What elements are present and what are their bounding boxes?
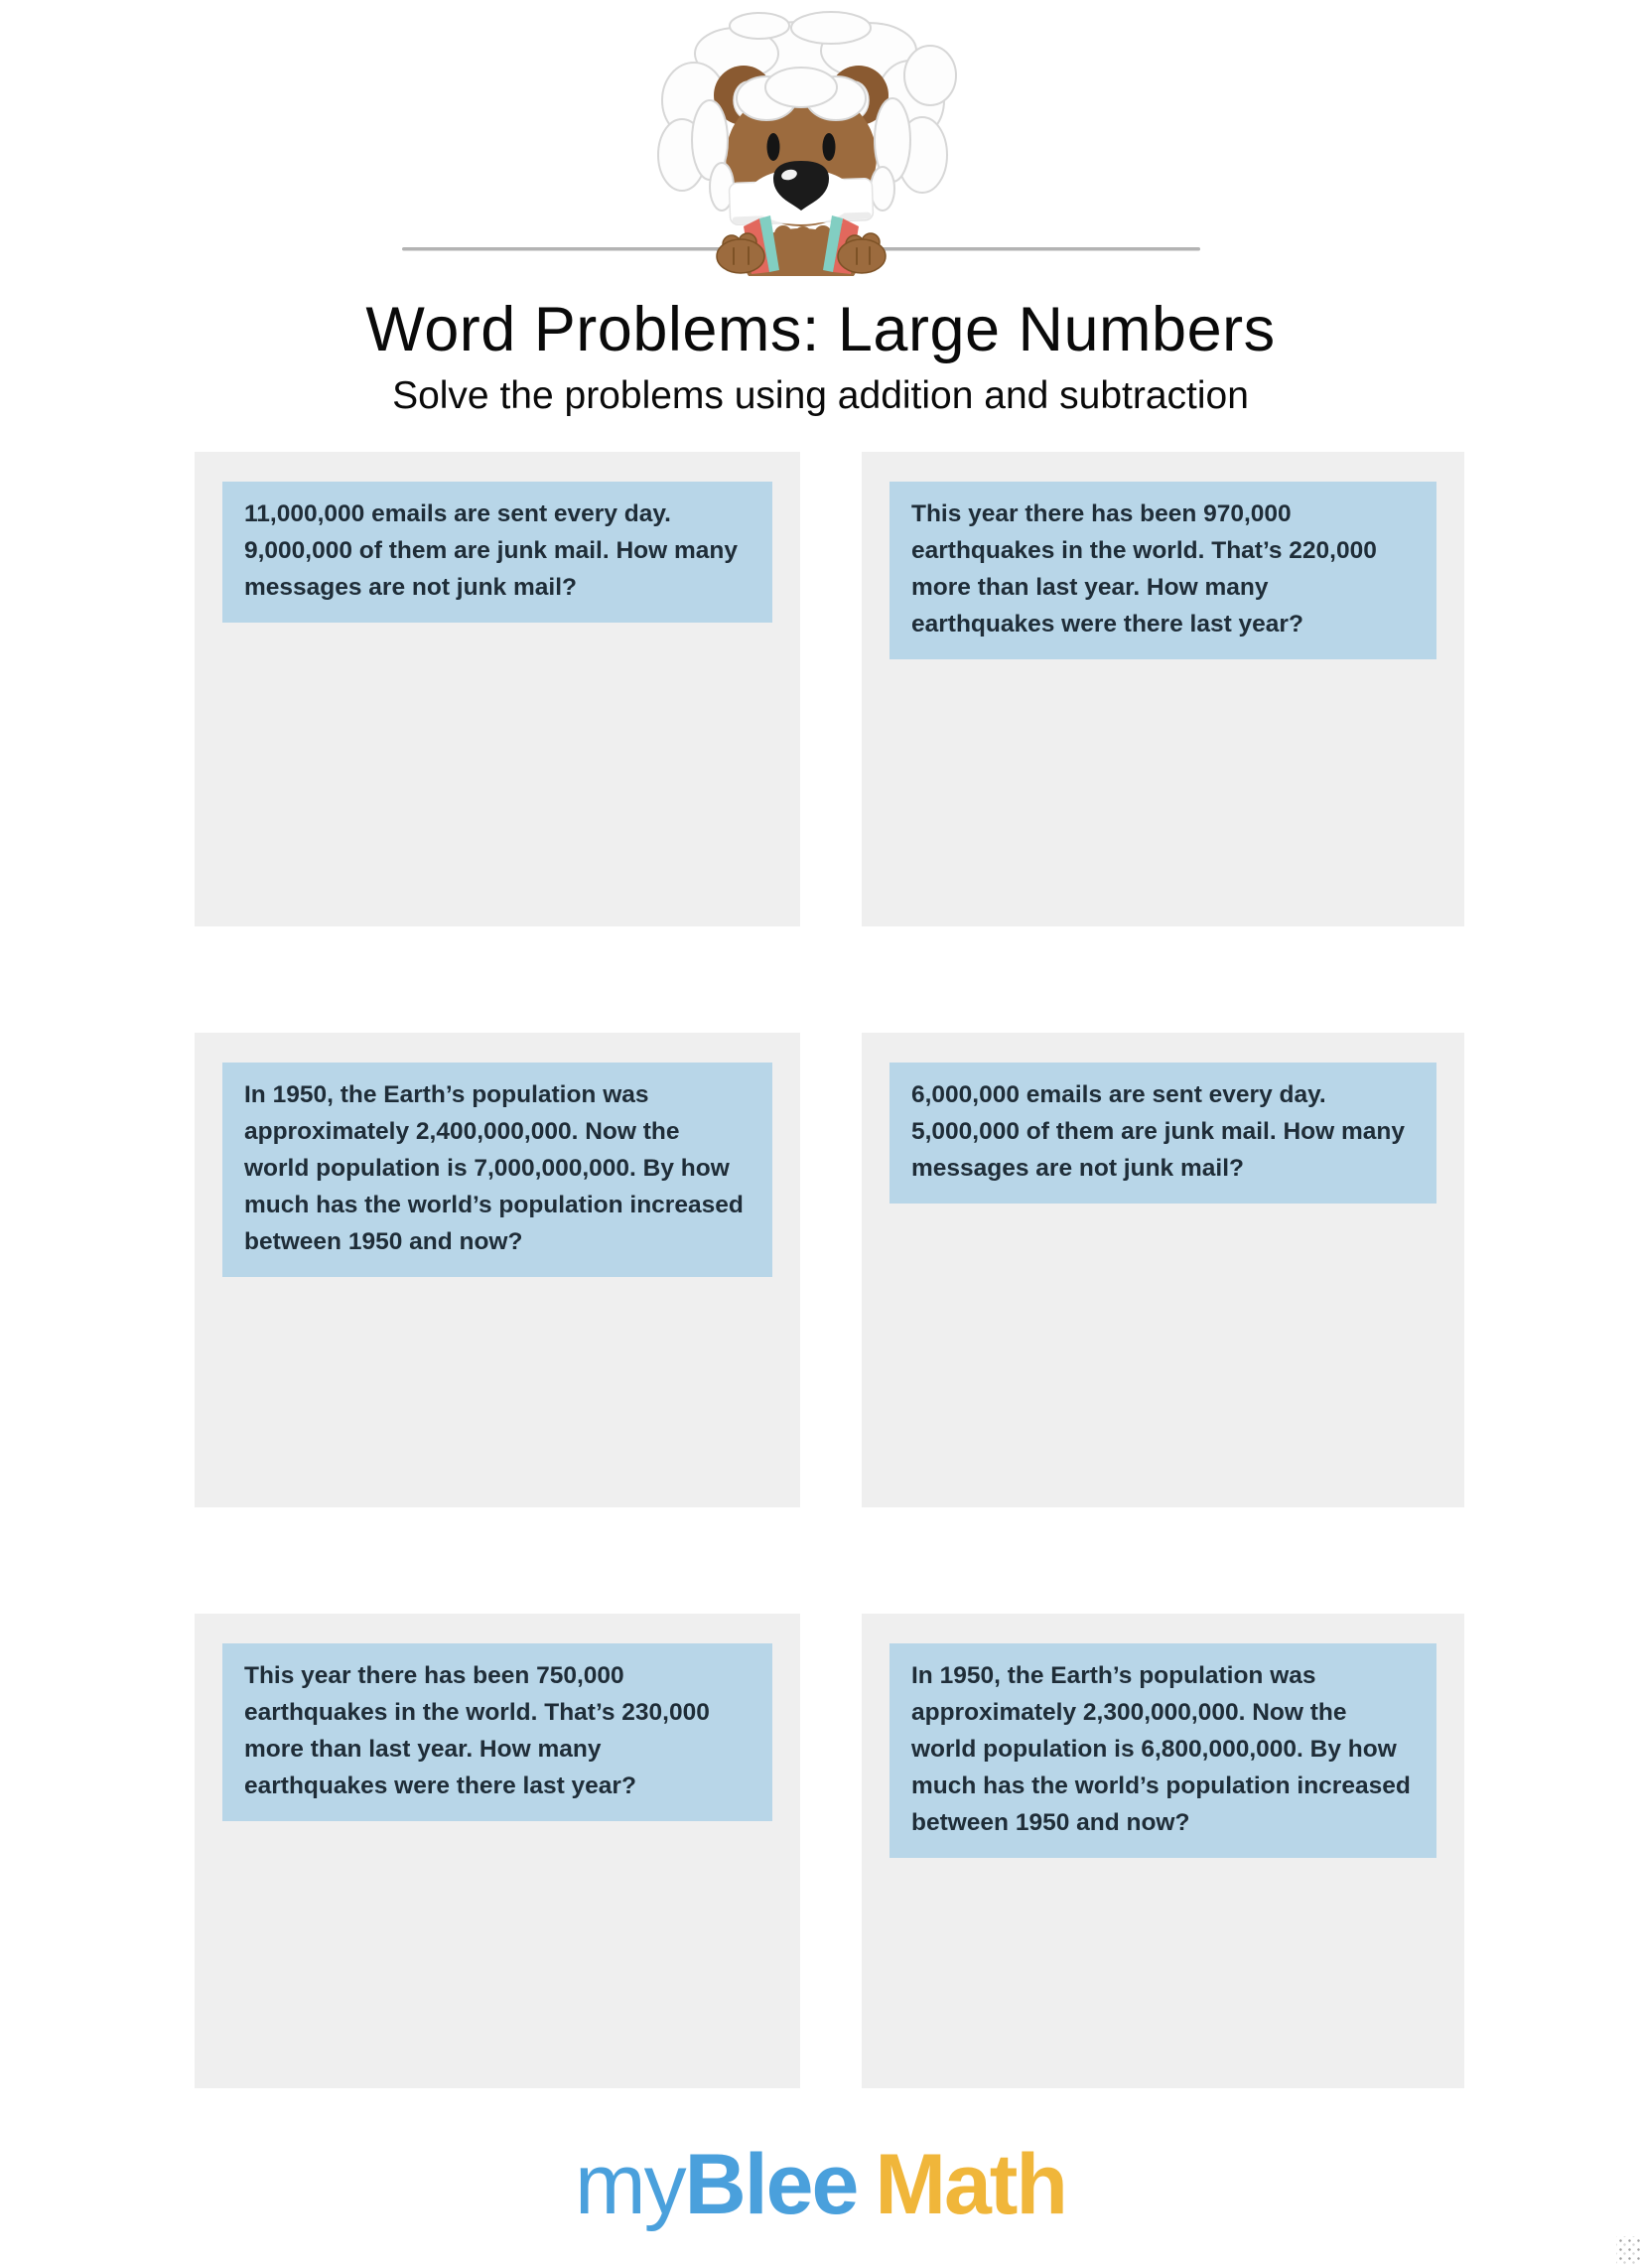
problems-grid <box>195 452 1464 2088</box>
problem-text-box: In 1950, the Earth’s population was approximately 2,300,000,000. Now the world population is 6,800,000,000. By how much has the world’s population increased between 1950 and now? <box>889 1643 1436 1858</box>
problem-text-box: 6,000,000 emails are sent every day. 5,000,000 of them are junk mail. How many messages are not junk mail? <box>889 1063 1436 1204</box>
problem-text-box: This year there has been 970,000 earthquakes in the world. That’s 220,000 more than last year. How many earthquakes were there last year? <box>889 482 1436 659</box>
corner-dots-decoration <box>1616 2236 1641 2264</box>
brand-logo <box>0 2135 1641 2234</box>
logo-text-my: my <box>575 2137 685 2232</box>
page-subtitle: Solve the problems using addition and subtraction <box>392 374 1249 417</box>
problem-card-1[interactable] <box>195 452 800 926</box>
logo-text-blee: Blee <box>684 2137 858 2232</box>
problem-card-6[interactable] <box>862 1614 1464 2088</box>
problem-card-4[interactable] <box>862 1033 1464 1507</box>
problem-card-3[interactable] <box>195 1033 800 1507</box>
problem-text-box: In 1950, the Earth’s population was approximately 2,400,000,000. Now the world population is 7,000,000,000. By how much has the world’s population increased between 1950 and now? <box>222 1063 772 1277</box>
problem-text-box: This year there has been 750,000 earthquakes in the world. That’s 230,000 more than last year. How many earthquakes were there last year? <box>222 1643 772 1821</box>
problem-card-5[interactable] <box>195 1614 800 2088</box>
logo-text-math: Math <box>875 2137 1066 2232</box>
worksheet-header <box>394 6 1208 276</box>
problem-card-2[interactable] <box>862 452 1464 926</box>
lion-mascot-icon <box>394 6 1208 276</box>
page-title: Word Problems: Large Numbers <box>365 295 1276 364</box>
problem-text-box: 11,000,000 emails are sent every day. 9,000,000 of them are junk mail. How many messages are not junk mail? <box>222 482 772 623</box>
